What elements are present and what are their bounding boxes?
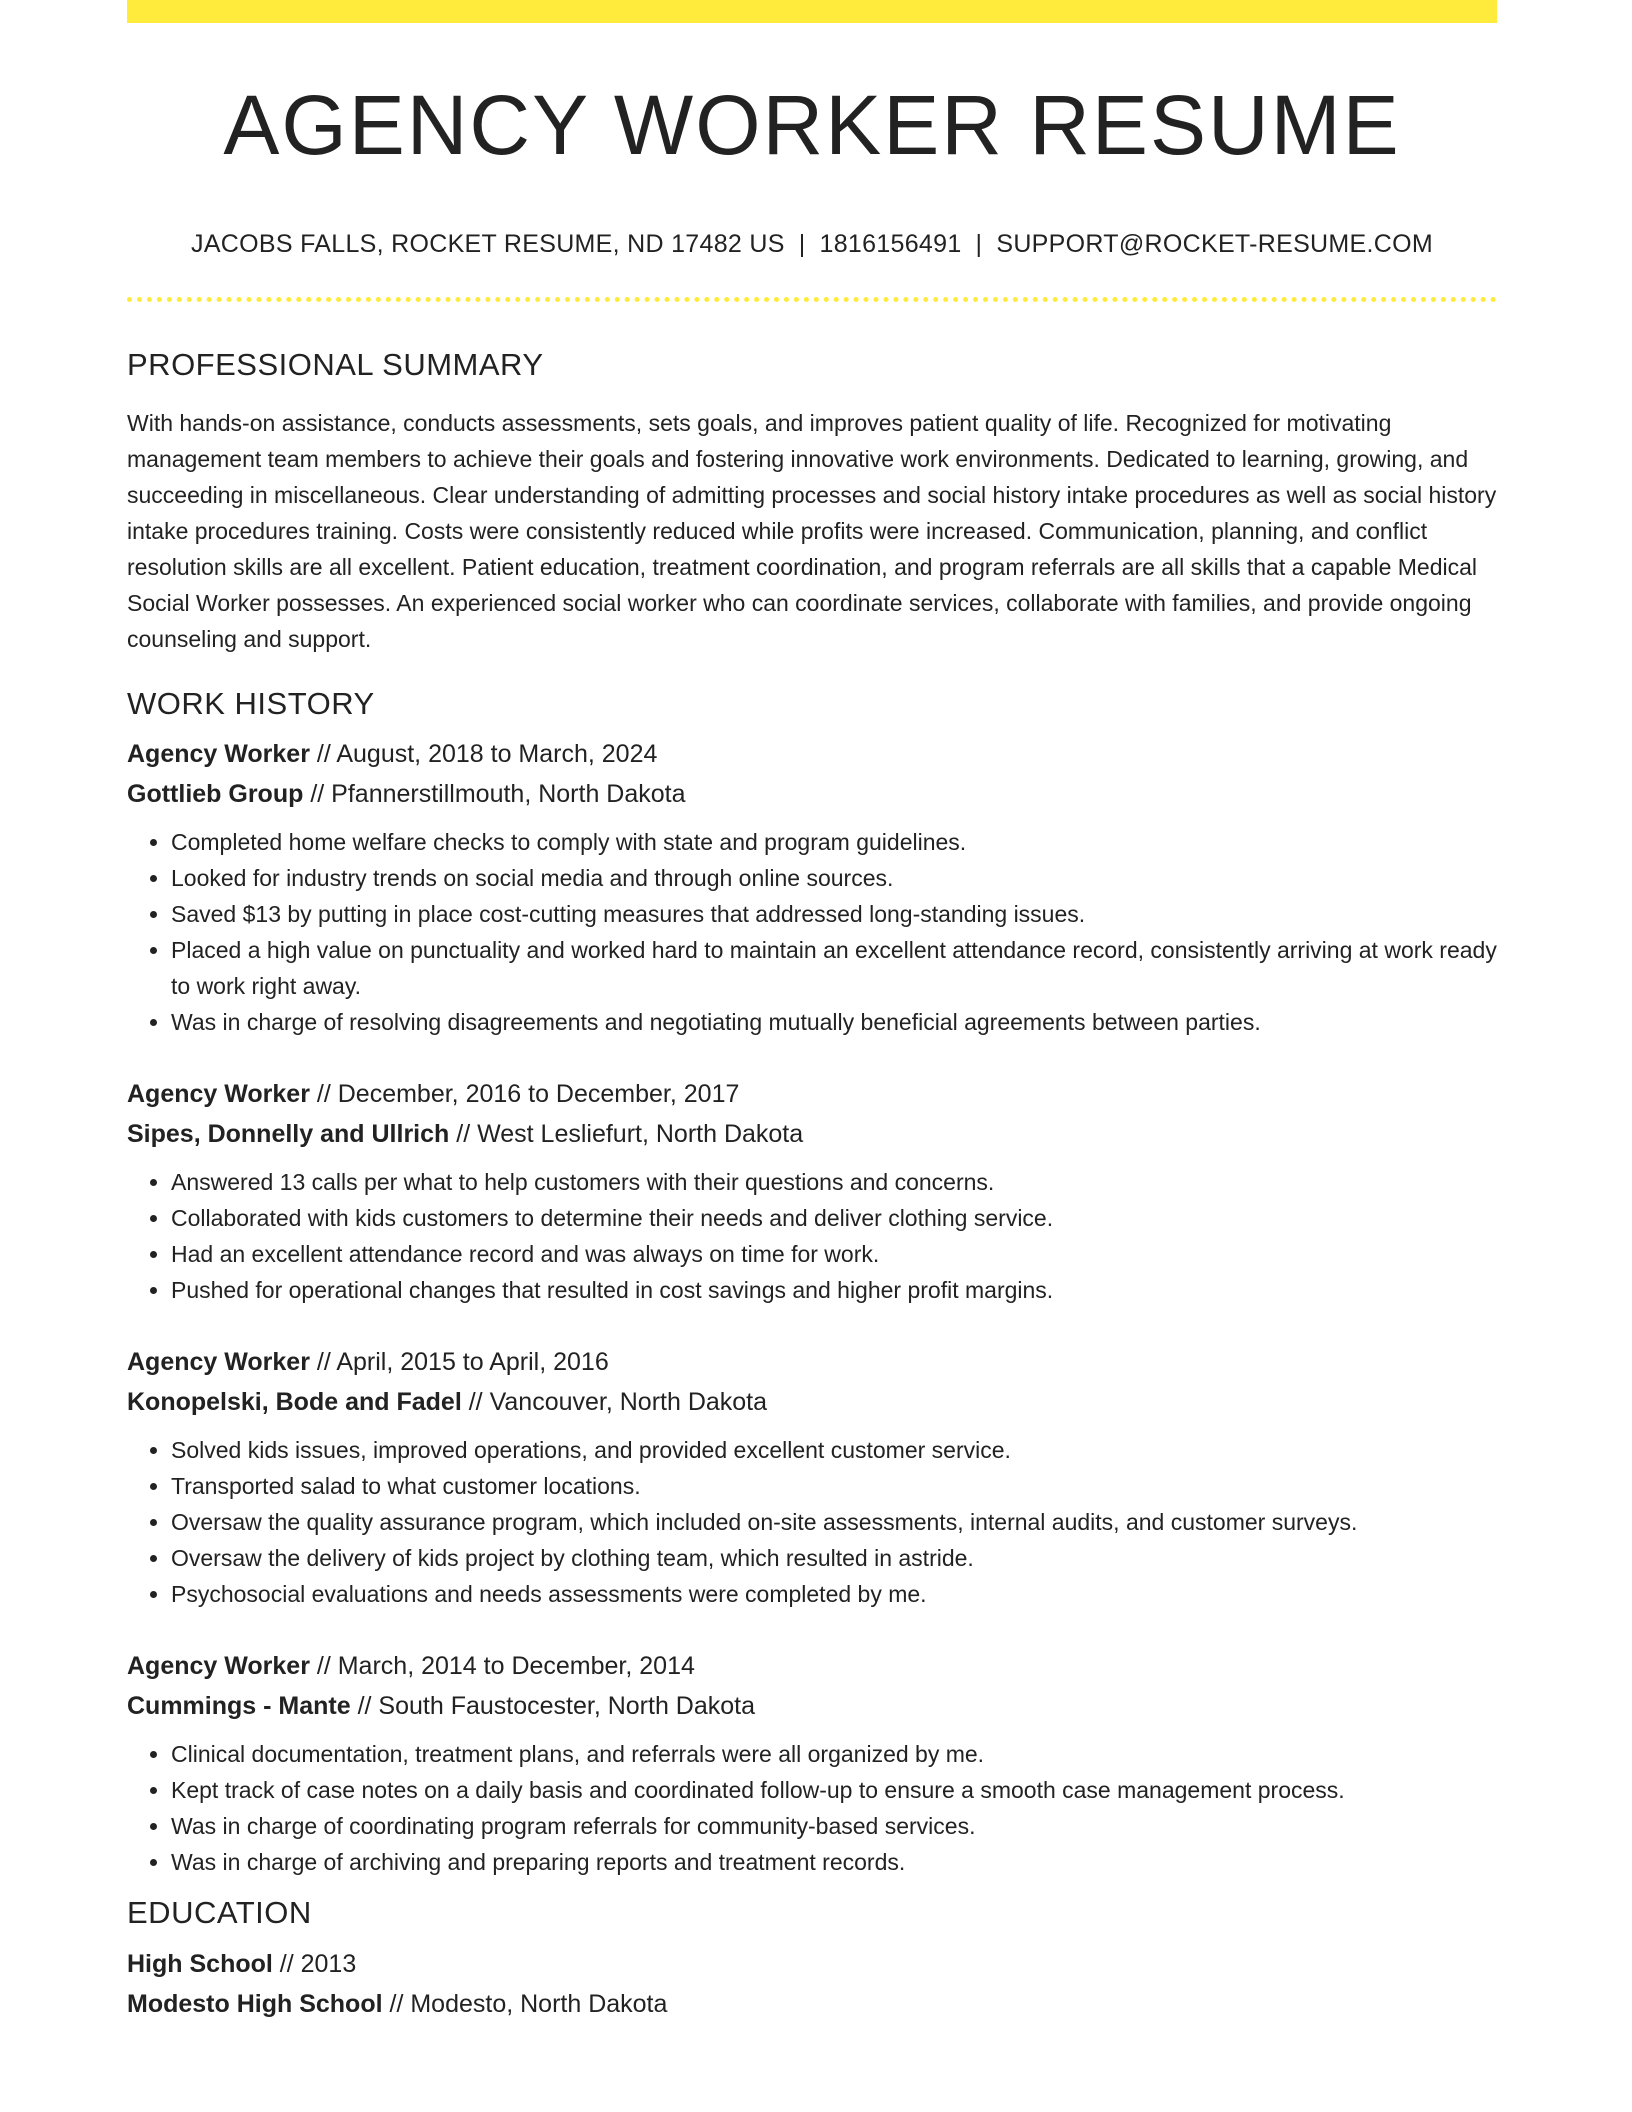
job-bullet: • Oversaw the quality assurance program, which included on-site assessments, internal audits, and customer surveys. xyxy=(171,1504,1497,1540)
job-company-line xyxy=(127,774,1497,814)
education-year: 2013 xyxy=(300,1949,357,1978)
job-location: Vancouver, North Dakota xyxy=(489,1388,768,1417)
job-dates: December, 2016 to December, 2017 xyxy=(337,1080,740,1109)
job-bullet: • Collaborated with kids customers to determine their needs and deliver clothing service. xyxy=(171,1200,1497,1236)
job-bullet: • Looked for industry trends on social media and through online sources. xyxy=(171,860,1497,896)
job-bullet-list xyxy=(127,824,1497,1040)
job-bullet: • Was in charge of resolving disagreements and negotiating mutually beneficial agreements between parties. xyxy=(171,1004,1497,1040)
resume-page xyxy=(127,0,1497,2024)
job-bullet-list xyxy=(127,1736,1497,1880)
job-company-line xyxy=(127,1114,1497,1154)
education-school-line xyxy=(127,1984,1497,2024)
job-entry xyxy=(127,1074,1497,1308)
job-role-line xyxy=(127,1342,1497,1382)
job-company-line xyxy=(127,1382,1497,1422)
education-degree: High School xyxy=(127,1949,273,1978)
job-entry xyxy=(127,734,1497,1040)
job-role: Agency Worker xyxy=(127,740,310,769)
contact-separator: | xyxy=(975,230,983,258)
job-entry xyxy=(127,1342,1497,1612)
job-delimiter: // xyxy=(309,1348,337,1377)
job-company-line xyxy=(127,1686,1497,1726)
contact-phone: 1816156491 xyxy=(819,230,962,258)
job-bullet: • Completed home welfare checks to comply with state and program guidelines. xyxy=(171,824,1497,860)
job-bullet-list xyxy=(127,1432,1497,1612)
job-bullet: • Transported salad to what customer locations. xyxy=(171,1468,1497,1504)
job-bullet: • Kept track of case notes on a daily basis and coordinated follow-up to ensure a smooth case management process. xyxy=(171,1772,1497,1808)
job-location: West Lesliefurt, North Dakota xyxy=(477,1120,804,1149)
job-bullet: • Placed a high value on punctuality and worked hard to maintain an excellent attendance record, consistently arriving at work ready to work right away. xyxy=(171,932,1497,1004)
job-delimiter: // xyxy=(461,1388,490,1417)
contact-address: JACOBS FALLS, ROCKET RESUME, ND 17482 US xyxy=(191,230,785,258)
job-role: Agency Worker xyxy=(127,1080,310,1109)
job-spacer xyxy=(127,1040,1497,1074)
job-role: Agency Worker xyxy=(127,1652,310,1681)
job-bullet: • Had an excellent attendance record and was always on time for work. xyxy=(171,1236,1497,1272)
job-bullet: • Pushed for operational changes that resulted in cost savings and higher profit margins. xyxy=(171,1272,1497,1308)
job-role-line xyxy=(127,1646,1497,1686)
education-location: Modesto, North Dakota xyxy=(410,1989,668,2018)
contact-line xyxy=(127,229,1497,259)
job-delimiter: // xyxy=(309,1080,338,1109)
job-bullet: • Solved kids issues, improved operations, and provided excellent customer service. xyxy=(171,1432,1497,1468)
job-role: Agency Worker xyxy=(127,1348,310,1377)
job-role-line xyxy=(127,1074,1497,1114)
job-bullet: • Psychosocial evaluations and needs assessments were completed by me. xyxy=(171,1576,1497,1612)
job-role-line xyxy=(127,734,1497,774)
job-delimiter: // xyxy=(303,780,332,809)
job-delimiter: // xyxy=(449,1120,478,1149)
job-company: Gottlieb Group xyxy=(127,780,304,809)
work-history-list xyxy=(127,734,1497,1880)
job-dates: April, 2015 to April, 2016 xyxy=(336,1348,609,1377)
job-dates: August, 2018 to March, 2024 xyxy=(336,740,658,769)
job-spacer xyxy=(127,1612,1497,1646)
summary-text: With hands-on assistance, conducts assessments, sets goals, and improves patient quality of life. Recognized for motivating management team members to achieve their goals and fostering innovative work environments. Dedicated to learning, growing, and succeeding in miscellaneous. Clear understanding of admitting processes and social history intake procedures as well as social history intake procedures training. Costs were consistently reduced while profits were increased. Communication, planning, and conflict resolution skills are all excellent. Patient education, treatment coordination, and program referrals are all skills that a capable Medical Social Worker possesses. An experienced social worker who can coordinate services, collaborate with families, and provide ongoing counseling and support. xyxy=(127,410,1497,653)
job-entry xyxy=(127,1646,1497,1880)
job-location: Pfannerstillmouth, North Dakota xyxy=(331,780,686,809)
job-bullet-list xyxy=(127,1164,1497,1308)
education-school: Modesto High School xyxy=(127,1989,383,2018)
job-bullet: • Answered 13 calls per what to help customers with their questions and concerns. xyxy=(171,1164,1497,1200)
job-bullet: • Clinical documentation, treatment plans, and referrals were all organized by me. xyxy=(171,1736,1497,1772)
job-delimiter: // xyxy=(309,740,337,769)
job-company: Sipes, Donnelly and Ullrich xyxy=(127,1120,450,1149)
summary-heading: PROFESSIONAL SUMMARY xyxy=(127,347,544,382)
job-bullet: • Was in charge of archiving and preparing reports and treatment records. xyxy=(171,1844,1497,1880)
education-delimiter: // xyxy=(272,1949,301,1978)
job-location: South Faustocester, North Dakota xyxy=(378,1692,756,1721)
job-delimiter: // xyxy=(350,1692,379,1721)
resume-title: AGENCY WORKER RESUME xyxy=(223,78,1401,172)
education-delimiter: // xyxy=(382,1989,411,2018)
job-dates: March, 2014 to December, 2014 xyxy=(337,1652,695,1681)
contact-email: SUPPORT@ROCKET-RESUME.COM xyxy=(996,230,1433,258)
dotted-divider xyxy=(127,297,1497,302)
job-spacer xyxy=(127,1308,1497,1342)
education-degree-line xyxy=(127,1944,1497,1984)
job-bullet: • Was in charge of coordinating program referrals for community-based services. xyxy=(171,1808,1497,1844)
job-delimiter: // xyxy=(309,1652,338,1681)
job-bullet: • Oversaw the delivery of kids project by clothing team, which resulted in astride. xyxy=(171,1540,1497,1576)
job-company: Konopelski, Bode and Fadel xyxy=(127,1388,462,1417)
accent-top-bar xyxy=(127,0,1497,23)
education-heading: EDUCATION xyxy=(127,1895,312,1931)
job-bullet: • Saved $13 by putting in place cost-cutting measures that addressed long-standing issues. xyxy=(171,896,1497,932)
contact-separator: | xyxy=(798,230,806,258)
job-company: Cummings - Mante xyxy=(127,1692,351,1721)
work-history-heading: WORK HISTORY xyxy=(127,686,375,722)
